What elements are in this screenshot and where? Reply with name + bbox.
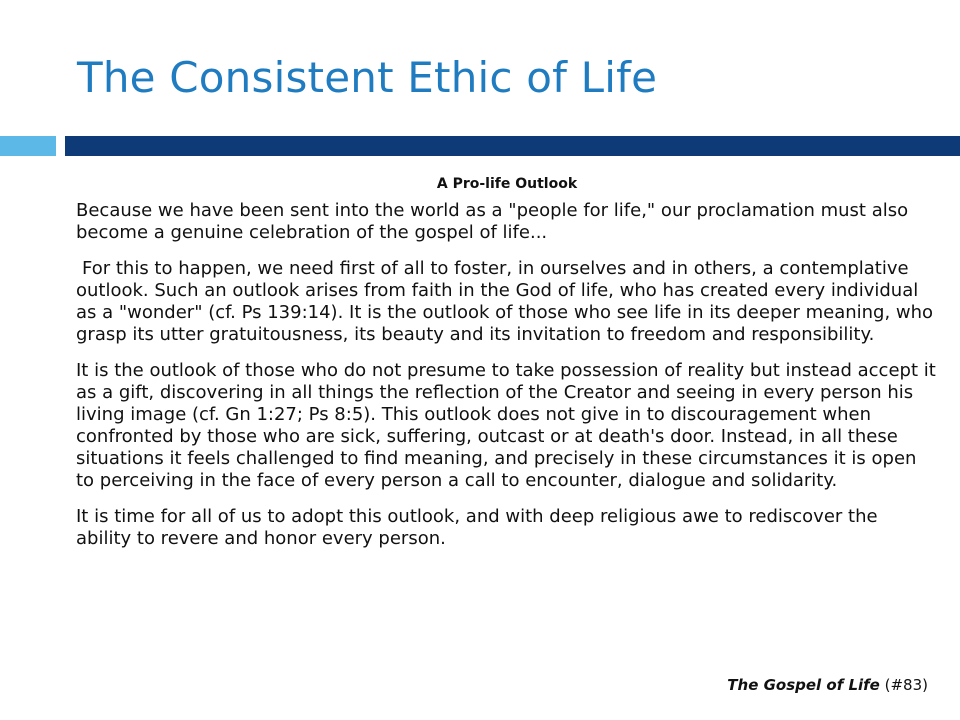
- subheading: A Pro-life Outlook: [436, 176, 578, 192]
- body-text: [76, 200, 936, 550]
- slide-title: The Consistent Ethic of Life: [77, 53, 658, 102]
- citation: [727, 675, 928, 695]
- accent-bar-dark: [65, 136, 960, 156]
- paragraph-1: Because we have been sent into the world as a "people for life," our proclamation must also become a genuine celebration of the gospel of life...: [76, 200, 909, 243]
- accent-bar-light: [0, 136, 56, 156]
- paragraph-3: It is the outlook of those who do not presume to take possession of reality but instead accept it as a gift, discovering in all things the reflection of the Creator and seeing in every person his living image (cf. Gn 1:27; Ps 8:5). This outlook does not give in to discouragement when confronted by those who are sick, suffering, outcast or at death's door. Instead, in all these situations it feels challenged to find meaning, and precisely in these circumstances it is open to perceiving in the face of every person a call to encounter, dialogue and solidarity.: [76, 360, 936, 491]
- paragraph-4: It is time for all of us to adopt this outlook, and with deep religious awe to rediscover the ability to revere and honor every person.: [76, 506, 878, 549]
- citation-reference: (#83): [884, 676, 928, 694]
- citation-title: The Gospel of Life: [727, 676, 880, 694]
- paragraph-2: For this to happen, we need first of all to foster, in ourselves and in others, a contemplative outlook. Such an outlook arises from faith in the God of life, who has created every individual as a "wonder" (cf. Ps 139:14). It is the outlook of those who see life in its deeper meaning, who grasp its utter gratuitousness, its beauty and its invitation to freedom and responsibility.: [76, 258, 934, 345]
